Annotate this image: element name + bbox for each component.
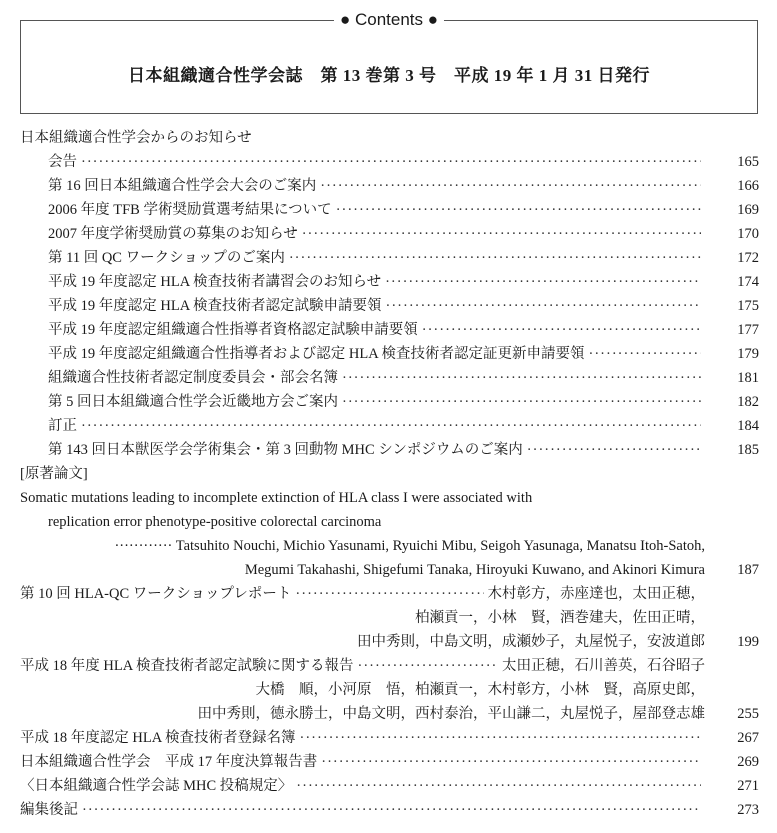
toc-line-content (20, 774, 705, 798)
toc-title: 平成 19 年度認定組織適合性指導者および認定 HLA 検査技術者認定証更新申請要領 (48, 346, 585, 362)
toc-title: 編集後記 (20, 802, 78, 818)
toc-line (0, 486, 777, 510)
toc-line-content (48, 222, 705, 246)
page-number: 255 (737, 706, 759, 722)
dot-leader (336, 198, 701, 222)
contents-label: ● Contents ● (334, 10, 444, 30)
toc-title: 訂正 (48, 418, 77, 434)
toc-line-content (20, 702, 705, 726)
toc-line (0, 510, 777, 534)
toc-entry[interactable] (0, 726, 777, 750)
toc-line (0, 654, 777, 678)
toc-entry[interactable] (0, 438, 777, 462)
page-number: 170 (737, 226, 759, 242)
toc-entry[interactable] (0, 414, 777, 438)
page-number: 182 (737, 394, 759, 410)
toc-title: 第 143 回日本獣医学会学術集会・第 3 回動物 MHC シンポジウムのご案内 (48, 442, 523, 458)
toc-line-content (20, 798, 705, 822)
toc-title: 第 11 回 QC ワークショップのご案内 (48, 250, 285, 266)
page-number: 273 (737, 802, 759, 818)
dot-leader (385, 270, 701, 294)
toc-line (0, 678, 777, 702)
dot-leader (81, 414, 701, 438)
toc-line-content (48, 366, 705, 390)
toc-title: replication error phenotype-positive colorectal carcinoma (48, 514, 382, 530)
dot-leader (342, 390, 701, 414)
toc-title: Megumi Takahashi, Shigefumi Tanaka, Hiroyuki Kuwano, and Akinori Kimura (244, 562, 705, 578)
toc-line-content (20, 582, 705, 606)
page-number: 169 (737, 202, 759, 218)
toc-line-content (20, 126, 705, 150)
toc-line-content (48, 198, 705, 222)
toc-line (0, 534, 777, 558)
toc-title: 〈日本組織適合性学会誌 MHC 投稿規定〉 (20, 778, 293, 794)
table-of-contents (0, 126, 777, 822)
dot-leader (295, 582, 483, 606)
toc-title: ············ Tatsuhito Nouchi, Michio Yasunami, Ryuichi Mibu, Seigoh Yasunaga, Manatsu Itoh-Satoh, (114, 538, 705, 554)
page-number: 177 (737, 322, 759, 338)
toc-entry[interactable] (0, 270, 777, 294)
page-number: 187 (737, 562, 759, 578)
toc-entry[interactable] (0, 294, 777, 318)
toc-line-content (48, 510, 705, 534)
toc-line-content (20, 726, 705, 750)
toc-entry[interactable] (0, 318, 777, 342)
toc-title: 2006 年度 TFB 学術奨励賞選考結果について (48, 202, 332, 218)
toc-entry[interactable] (0, 798, 777, 822)
toc-title: 第 16 回日本組織適合性学会大会のご案内 (48, 178, 317, 194)
page-number: 269 (737, 754, 759, 770)
toc-title: 日本組織適合性学会 平成 17 年度決算報告書 (20, 754, 318, 770)
page-number: 174 (737, 274, 759, 290)
page-number: 179 (737, 346, 759, 362)
toc-entry[interactable] (0, 174, 777, 198)
dot-leader (82, 798, 701, 822)
page-number: 165 (737, 154, 759, 170)
toc-title: [原著論文] (20, 466, 88, 482)
toc-line[interactable] (0, 630, 777, 654)
toc-line-content (20, 750, 705, 774)
page-number: 166 (737, 178, 759, 194)
toc-line-content (48, 174, 705, 198)
toc-entry[interactable] (0, 366, 777, 390)
page-number: 175 (737, 298, 759, 314)
toc-line (0, 462, 777, 486)
toc-title: 田中秀則，德永勝士，中島文明，西村泰治，平山謙二，丸屋悦子，屋部登志雄 (197, 706, 705, 722)
dot-leader (358, 654, 499, 678)
toc-title: 第 10 回 HLA-QC ワークショップレポート (20, 586, 292, 602)
toc-line-content (20, 534, 705, 558)
toc-title: Somatic mutations leading to incomplete extinction of HLA class I were associated with (20, 490, 533, 506)
dot-leader (296, 774, 701, 798)
toc-line-content (20, 462, 705, 486)
toc-authors: 太田正穂，石川善英，石谷昭子 (502, 658, 705, 674)
toc-title: 平成 19 年度認定組織適合性指導者資格認定試験申請要領 (48, 322, 418, 338)
toc-line-content (48, 414, 705, 438)
toc-entry[interactable] (0, 150, 777, 174)
toc-line-content (20, 558, 705, 582)
toc-line-content (48, 438, 705, 462)
toc-entry[interactable] (0, 246, 777, 270)
toc-entry[interactable] (0, 222, 777, 246)
toc-title: 組織適合性技術者認定制度委員会・部会名簿 (48, 370, 338, 386)
toc-line-content (20, 486, 705, 510)
dot-leader (320, 174, 701, 198)
toc-title: 2007 年度学術奨励賞の募集のお知らせ (48, 226, 298, 242)
toc-title: 平成 19 年度認定 HLA 検査技術者講習会のお知らせ (48, 274, 382, 290)
toc-entry[interactable] (0, 342, 777, 366)
toc-title: 平成 18 年度 HLA 検査技術者認定試験に関する報告 (20, 658, 354, 674)
toc-line-content (20, 606, 705, 630)
dot-leader (302, 222, 701, 246)
toc-line-content (20, 678, 705, 702)
toc-line[interactable] (0, 558, 777, 582)
toc-line-content (48, 150, 705, 174)
toc-entry[interactable] (0, 774, 777, 798)
toc-line[interactable] (0, 702, 777, 726)
toc-line-content (20, 630, 705, 654)
page-number: 172 (737, 250, 759, 266)
toc-title: 平成 18 年度認定 HLA 検査技術者登録名簿 (20, 730, 296, 746)
toc-line-content (48, 342, 705, 366)
toc-line (0, 582, 777, 606)
toc-line-content (20, 654, 705, 678)
page-number: 267 (737, 730, 759, 746)
toc-title: 第 5 回日本組織適合性学会近畿地方会ご案内 (48, 394, 338, 410)
toc-line-content (48, 270, 705, 294)
toc-entry[interactable] (0, 198, 777, 222)
dot-leader (527, 438, 701, 462)
page-number: 184 (737, 418, 759, 434)
toc-line-content (48, 318, 705, 342)
journal-issue-title: 日本組織適合性学会誌 第 13 巻第 3 号 平成 19 年 1 月 31 日発行 (128, 66, 650, 85)
dot-leader (300, 726, 702, 750)
toc-line-content (48, 294, 705, 318)
dot-leader (589, 342, 702, 366)
toc-entry[interactable] (0, 750, 777, 774)
toc-line (0, 126, 777, 150)
toc-entry[interactable] (0, 390, 777, 414)
toc-title: 柏瀬貢一，小林 賢，酒巻建夫，佐田正晴， (415, 610, 705, 626)
contents-header-box (20, 10, 758, 114)
page-number: 271 (737, 778, 759, 794)
toc-line (0, 606, 777, 630)
dot-leader (321, 750, 701, 774)
page-number: 199 (737, 634, 759, 650)
dot-leader (386, 294, 702, 318)
page-number: 185 (737, 442, 759, 458)
toc-line-content (48, 246, 705, 270)
dot-leader (342, 366, 701, 390)
dot-leader (422, 318, 701, 342)
toc-title: 平成 19 年度認定 HLA 検査技術者認定試験申請要領 (48, 298, 382, 314)
toc-authors: 木村彰方，赤座達也，太田正穂， (487, 586, 705, 602)
toc-title: 会告 (48, 154, 77, 170)
page-number: 181 (737, 370, 759, 386)
dot-leader (289, 246, 701, 270)
dot-leader (81, 150, 701, 174)
toc-title: 田中秀則，中島文明，成瀬妙子，丸屋悦子，安波道郎 (357, 634, 705, 650)
toc-title: 大橋 順，小河原 悟，柏瀬貢一，木村彰方，小林 賢，高原史郎， (255, 682, 705, 698)
toc-line-content (48, 390, 705, 414)
toc-title: 日本組織適合性学会からのお知らせ (20, 130, 252, 146)
